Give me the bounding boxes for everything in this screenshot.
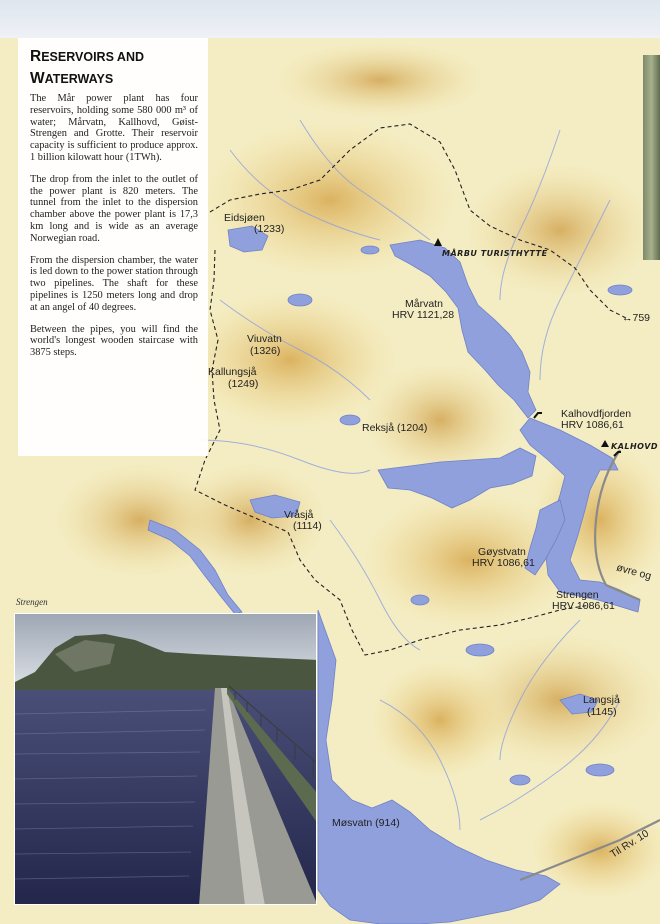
label-kallungsja-name: Kallungsjå — [208, 366, 257, 378]
label-arrow-759: ←759 — [622, 312, 651, 324]
label-langsja-name: Langsjå — [583, 694, 620, 706]
label-kalhovdfjorden-name: Kalhovdfjorden — [561, 408, 632, 420]
top-band — [0, 0, 660, 38]
label-vrasja-name: Vråsjå — [284, 509, 314, 521]
label-viuvatn-elev: (1326) — [250, 345, 281, 357]
article-panel — [18, 38, 208, 456]
label-marvatn-hrv: HRV 1121,28 — [392, 309, 455, 321]
label-viuvatn-name: Viuvatn — [247, 333, 282, 345]
label-marbu: MÅRBU TURISTHYTTE — [442, 249, 548, 258]
label-reksja: Reksjå (1204) — [362, 422, 428, 434]
title-rest-1: ESERVOIRS AND — [41, 50, 145, 64]
title-rest-2: ATERWAYS — [44, 72, 114, 86]
article-title — [30, 46, 198, 90]
label-rv10: Til Rv. 10 — [608, 827, 652, 861]
label-ovre: øvre og — [615, 561, 653, 583]
title-initial-1: R — [30, 48, 42, 65]
label-strengen-hrv: HRV 1086,61 — [552, 600, 615, 612]
label-mosvatn: Møsvatn (914) — [332, 817, 400, 829]
article-paragraph: The drop from the inlet to the outlet of the power plant is 820 meters. The tunnel from the inlet to the dispersion chamber above the power plant is 17,3 km long and is wide as an average Norwegian road. — [30, 173, 198, 244]
label-goystvatn-name: Gøystvatn — [478, 546, 526, 558]
strengen-photo — [14, 613, 317, 905]
label-marvatn-name: Mårvatn — [405, 298, 443, 310]
label-kallungsja-elev: (1249) — [228, 378, 259, 390]
label-eidsjoen-elev: (1233) — [254, 223, 285, 235]
label-strengen-name: Strengen — [556, 589, 599, 601]
label-kalhovdfjorden-hrv: HRV 1086,61 — [561, 419, 624, 431]
article-paragraph: Between the pipes, you will find the world's longest wooden staircase with 3875 steps. — [30, 323, 198, 359]
label-kalhovd: KALHOVD — [611, 442, 659, 451]
label-eidsjoen-name: Eidsjøen — [224, 212, 265, 224]
photo-edge-strip — [643, 55, 660, 260]
article-paragraph: From the dispersion chamber, the water is led down to the power station through two pipelines. The shaft for these pipelines is 1250 meters long and drop at an angel of 40 degrees. — [30, 254, 198, 313]
photo-caption: Strengen — [16, 597, 48, 607]
label-goystvatn-hrv: HRV 1086,61 — [472, 557, 535, 569]
title-initial-2: W — [30, 70, 45, 87]
label-vrasja-elev: (1114) — [293, 520, 322, 532]
dam-photo-illustration — [15, 614, 317, 905]
article-paragraph: The Mår power plant has four reservoirs, holding some 580 000 m³ of water; Mårvatn, Kallhovd, Gøist-Strengen and Grotte. Their reservoir capacity is sufficient to produce approx. 1 billion kilowatt hour (1TWh). — [30, 93, 198, 163]
label-langsja-elev: (1145) — [587, 706, 617, 718]
